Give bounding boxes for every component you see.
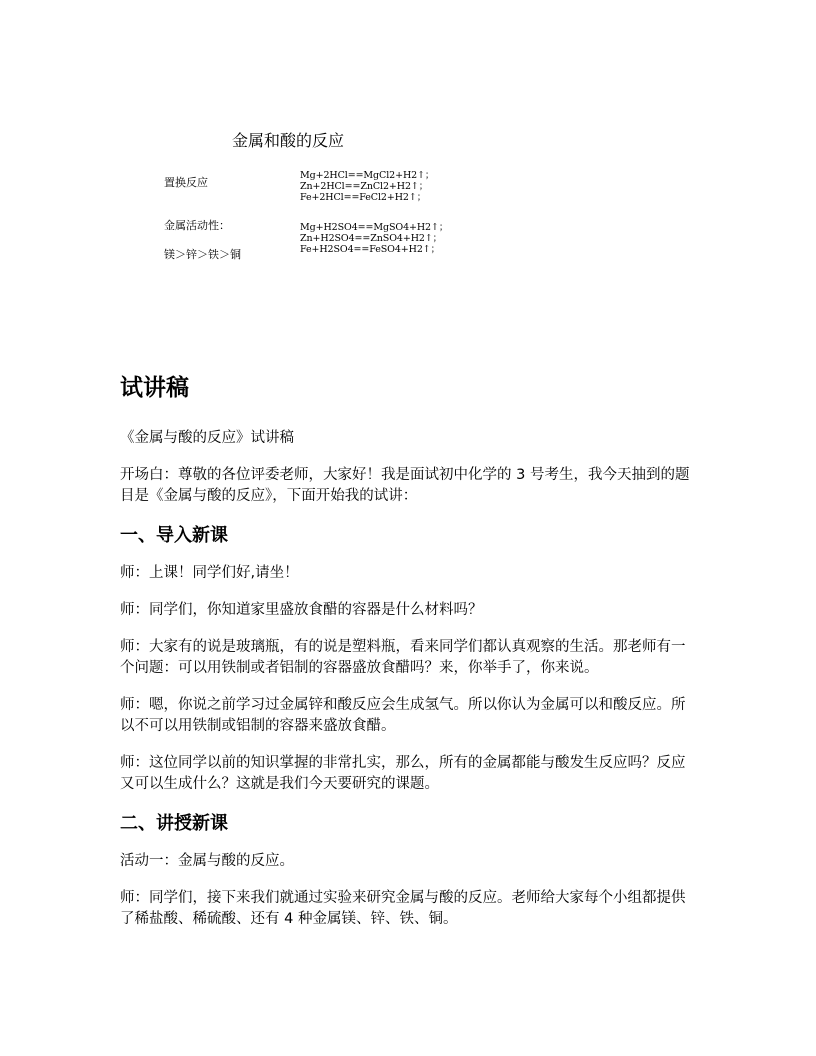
- paragraph: 师：同学们，接下来我们就通过实验来研究金属与酸的反应。老师给大家每个小组都提供了稀盐酸、稀硫酸、还有 4 种金属镁、锌、铁、铜。: [120, 890, 686, 927]
- paragraph: 师：嗯，你说之前学习过金属锌和酸反应会生成氢气。所以你认为金属可以和酸反应。所以不可以用铁制或铝制的容器来盛放食醋。: [120, 697, 686, 734]
- doc-subtitle: 《金属与酸的反应》试讲稿: [120, 430, 294, 446]
- page-title: 试讲稿: [120, 375, 189, 401]
- equation: Zn+H2SO4==ZnSO4+H2↑；: [300, 233, 443, 244]
- paragraph: 师：同学们，你知道家里盛放食醋的容器是什么材料吗？: [120, 602, 483, 618]
- section-heading-lecture: 二、讲授新课: [120, 813, 228, 834]
- equation: Zn+2HCl==ZnCl2+H2↑；: [300, 181, 429, 192]
- equation: Mg+H2SO4==MgSO4+H2↑；: [300, 222, 449, 233]
- equation-group-h2so4: [300, 222, 448, 255]
- reaction-board-image: [150, 120, 470, 270]
- section-heading-intro: 一、导入新课: [120, 525, 228, 546]
- paragraph: 师：这位同学以前的知识掌握的非常扎实，那么，所有的金属都能与酸发生反应吗？反应又可以生成什么？这就是我们今天要研究的课题。: [120, 755, 686, 792]
- paragraph: 活动一：金属与酸的反应。: [120, 853, 294, 869]
- opening-paragraph: 开场白：尊敬的各位评委老师，大家好！我是面试初中化学的 3 号考生，我今天抽到的题目是《金属与酸的反应》，下面开始我的试讲：: [120, 467, 690, 504]
- board-title: 金属和酸的反应: [232, 131, 345, 150]
- document-body: [120, 372, 696, 946]
- paragraph: 师：大家有的说是玻璃瓶，有的说是塑料瓶，看来同学们都认真观察的生活。那老师有一个问题：可以用铁制或者铝制的容器盛放食醋吗？来，你举手了，你来说。: [120, 639, 686, 676]
- label-displacement: 置换反应: [164, 176, 208, 189]
- label-activity-order: 镁＞锌＞铁＞铜: [164, 248, 241, 261]
- label-activity: 金属活动性：: [164, 219, 230, 232]
- equation: Fe+2HCl==FeCl2+H2↑；: [300, 192, 427, 203]
- paragraph: 师：上课！同学们好,请坐！: [120, 565, 299, 581]
- equation: Mg+2HCl==MgCl2+H2↑；: [300, 170, 435, 181]
- equation: Fe+H2SO4==FeSO4+H2↑；: [300, 244, 441, 255]
- equation-group-hcl: [300, 170, 434, 203]
